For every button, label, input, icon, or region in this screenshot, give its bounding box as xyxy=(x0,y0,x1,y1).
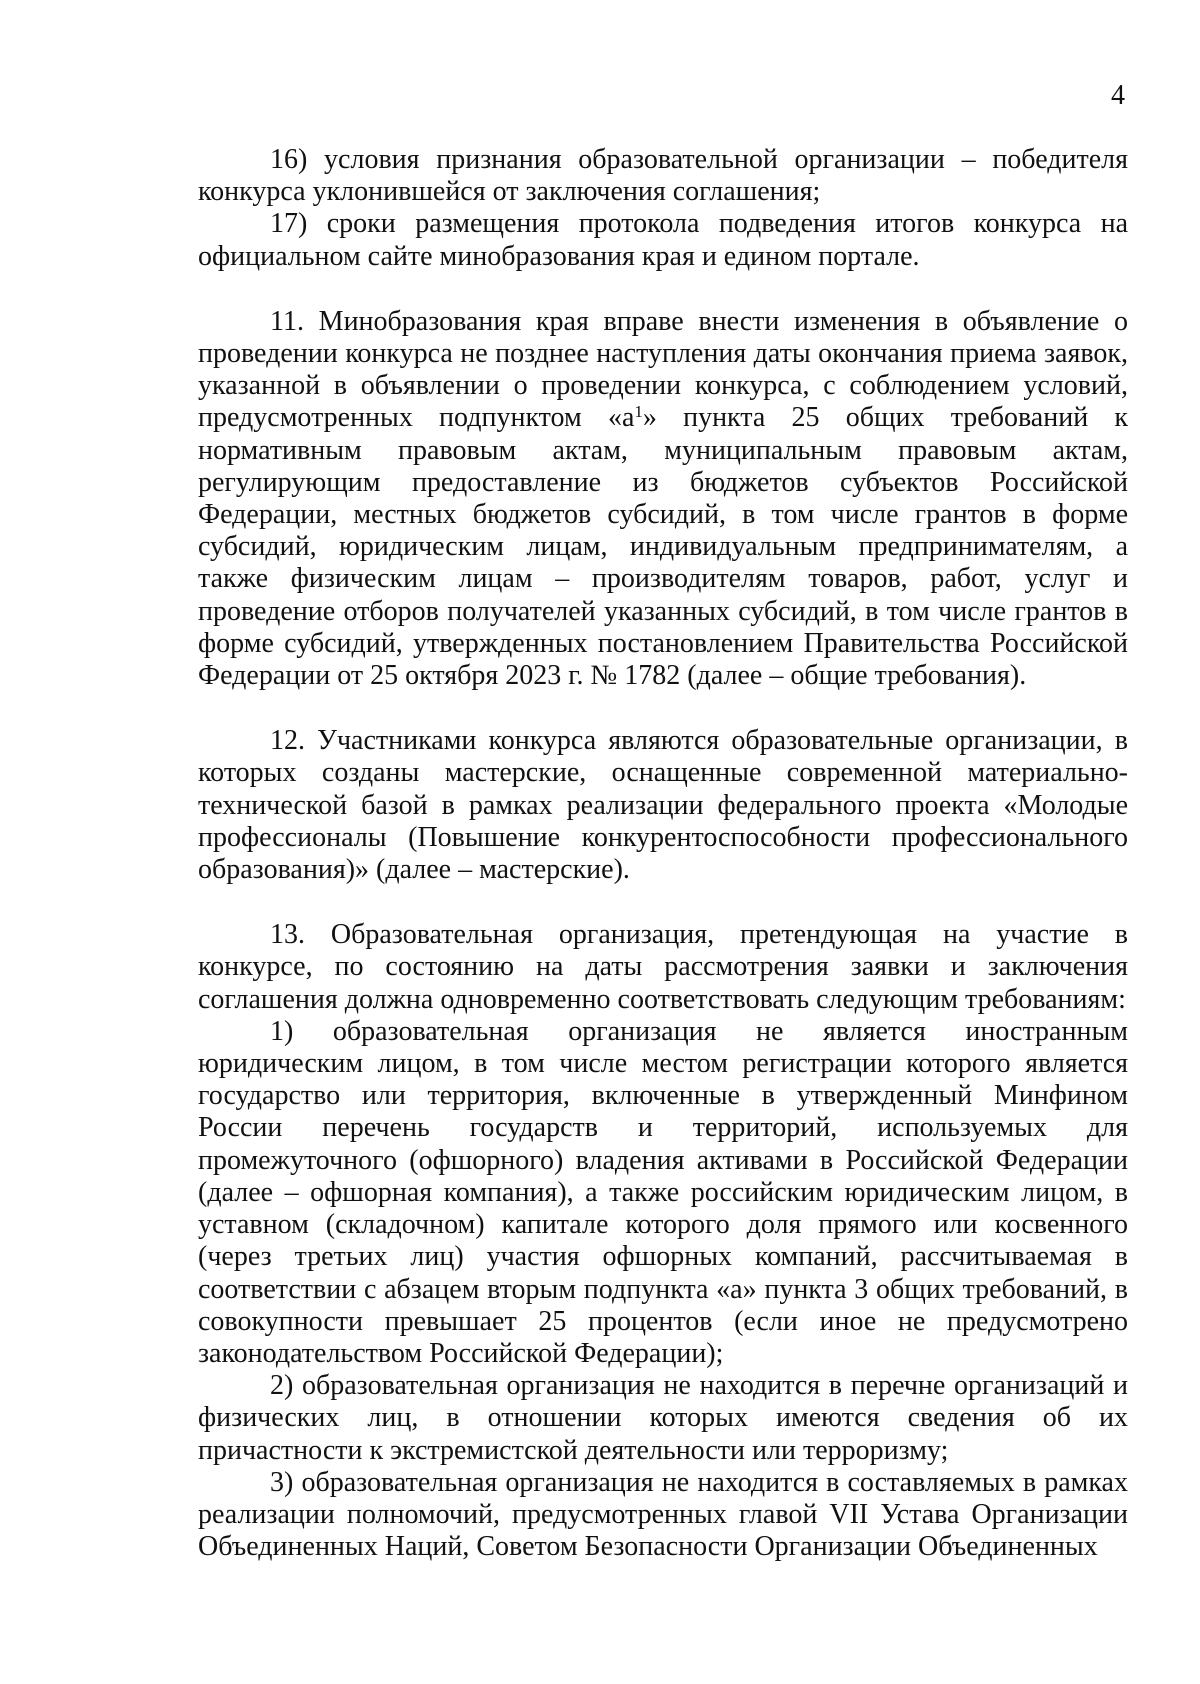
paragraph-requirement-2: 2) образовательная организация не находится в перечне организаций и физических лиц, в отношении которых имеются сведения об их причастности к экстремистской деятельности или терроризму; xyxy=(198,1370,1128,1466)
document-body xyxy=(198,144,1128,1563)
clause-11-text-before: 11. Минобразования края вправе внести изменения в объявление о проведении конкурса не позднее наступления даты окончания приема заявок, указанной в объявлении о проведении конкурса, с соблюдением условий, предусмотренных подпунктом «а xyxy=(198,305,1128,434)
page-number: 4 xyxy=(1111,80,1125,111)
clause-11-superscript: 1 xyxy=(634,402,643,422)
paragraph-clause-13: 13. Образовательная организация, претендующая на участие в конкурсе, по состоянию на даты рассмотрения заявки и заключения соглашения должна одновременно соответствовать следующим требованиям: xyxy=(198,919,1128,1015)
paragraph-requirement-3: 3) образовательная организация не находится в составляемых в рамках реализации полномочий, предусмотренных главой VII Устава Организации Объединенных Наций, Советом Безопасности Организации Объединенных xyxy=(198,1466,1128,1563)
paragraph-item-16: 16) условия признания образовательной организации – победителя конкурса уклонившейся от заключения соглашения; xyxy=(198,144,1128,208)
clause-11-text-after: » пункта 25 общих требований к нормативным правовым актам, муниципальным правовым актам, регулирующим предоставление из бюджетов субъектов Российской Федерации, местных бюджетов субсидий, в том числе грантов в форме субсидий, юридическим лицам, индивидуальным предпринимателям, а также физическим лицам – производителям товаров, работ, услуг и проведение отборов получателей указанных субсидий, в том числе грантов в форме субсидий, утвержденных постановлением Правительства Российской Федерации от 25 октября 2023 г. № 1782 (далее – общие требования). xyxy=(198,402,1128,692)
paragraph-clause-12: 12. Участниками конкурса являются образовательные организации, в которых созданы мастерские, оснащенные современной материально-технической базой в рамках реализации федерального проекта «Молодые профессионалы (Повышение конкурентоспособности профессионального образования)» (далее – мастерские). xyxy=(198,725,1128,886)
paragraph-requirement-1: 1) образовательная организация не является иностранным юридическим лицом, в том числе местом регистрации которого является государство или территория, включенные в утвержденный Минфином России перечень государств и территорий, используемых для промежуточного (офшорного) владения активами в Российской Федерации (далее – офшорная компания), а также российским юридическим лицом, в уставном (складочном) капитале которого доля прямого или косвенного (через третьих лиц) участия офшорных компаний, рассчитываемая в соответствии с абзацем вторым подпункта «а» пункта 3 общих требований, в совокупности превышает 25 процентов (если иное не предусмотрено законодательством Российской Федерации); xyxy=(198,1015,1128,1369)
paragraph-clause-11 xyxy=(198,306,1128,692)
paragraph-item-17: 17) сроки размещения протокола подведения итогов конкурса на официальном сайте минобразования края и едином портале. xyxy=(198,208,1128,272)
